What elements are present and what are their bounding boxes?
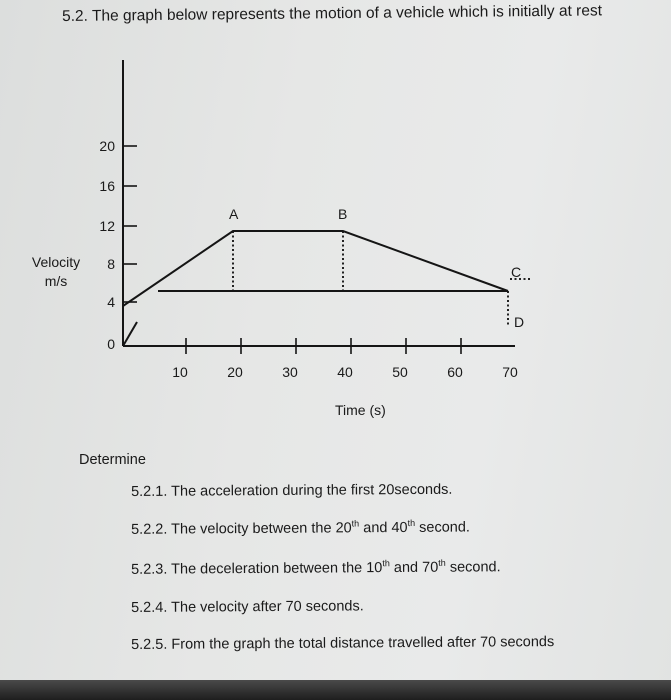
question-number: 5.2.5. — [131, 636, 168, 653]
question-5-2-4 — [131, 598, 364, 616]
y-axis-title-line1: Velocity — [31, 254, 81, 270]
question-text: second. — [445, 559, 501, 576]
point-label-c: C — [511, 264, 522, 280]
superscript: th — [382, 558, 390, 569]
question-number: 5.2.1. — [131, 483, 168, 500]
question-text: The deceleration between the 10 — [171, 560, 383, 578]
page-edge-shadow — [0, 680, 671, 700]
y-tick-label: 8 — [107, 256, 115, 272]
x-tick-label: 60 — [447, 364, 463, 380]
x-tick-label: 50 — [392, 364, 408, 380]
y-tick-label: 20 — [99, 138, 115, 154]
x-tick-label: 10 — [172, 364, 188, 380]
question-text: The acceleration during the first 20seconds. — [171, 481, 453, 500]
question-5-2-2 — [131, 518, 470, 538]
point-label-a: A — [229, 206, 239, 222]
superscript: th — [351, 518, 360, 529]
velocity-series-line — [123, 231, 508, 306]
x-axis-title: Time (s) — [335, 402, 386, 418]
y-tick-label: 12 — [99, 218, 115, 234]
axis-origin-stroke — [123, 322, 137, 346]
question-5-2-1 — [131, 482, 452, 500]
superscript: th — [407, 518, 416, 529]
question-text: The velocity after 70 seconds. — [171, 598, 364, 616]
y-axis-title — [24, 253, 88, 291]
x-tick-label: 20 — [227, 364, 243, 380]
question-number: 5.2.2. — [131, 521, 168, 538]
superscript: th — [438, 557, 446, 568]
y-tick-label: 0 — [107, 336, 115, 352]
question-title: 5.2. The graph below represents the motion of a vehicle which is initially at rest — [62, 2, 603, 25]
determine-heading: Determine — [79, 452, 146, 468]
question-5-2-3 — [131, 557, 501, 577]
question-text: From the graph the total distance travelled after 70 seconds — [171, 634, 555, 653]
y-tick-label: 4 — [107, 294, 115, 310]
question-number: 5.2.4. — [131, 599, 168, 616]
question-5-2-5 — [131, 634, 554, 653]
question-number: 5.2.3. — [131, 561, 168, 578]
y-axis-title-line2: m/s — [44, 273, 68, 289]
point-label-d: D — [514, 314, 525, 330]
x-tick-label: 70 — [502, 364, 518, 380]
question-text: second. — [415, 519, 470, 536]
x-tick-label: 40 — [337, 364, 353, 380]
question-text: and 40 — [359, 519, 408, 537]
x-tick-label: 30 — [282, 364, 298, 380]
question-text: The velocity between the 20 — [171, 520, 352, 538]
question-text: and 70 — [389, 559, 439, 577]
y-tick-label: 16 — [99, 178, 115, 194]
point-label-b: B — [338, 206, 348, 222]
